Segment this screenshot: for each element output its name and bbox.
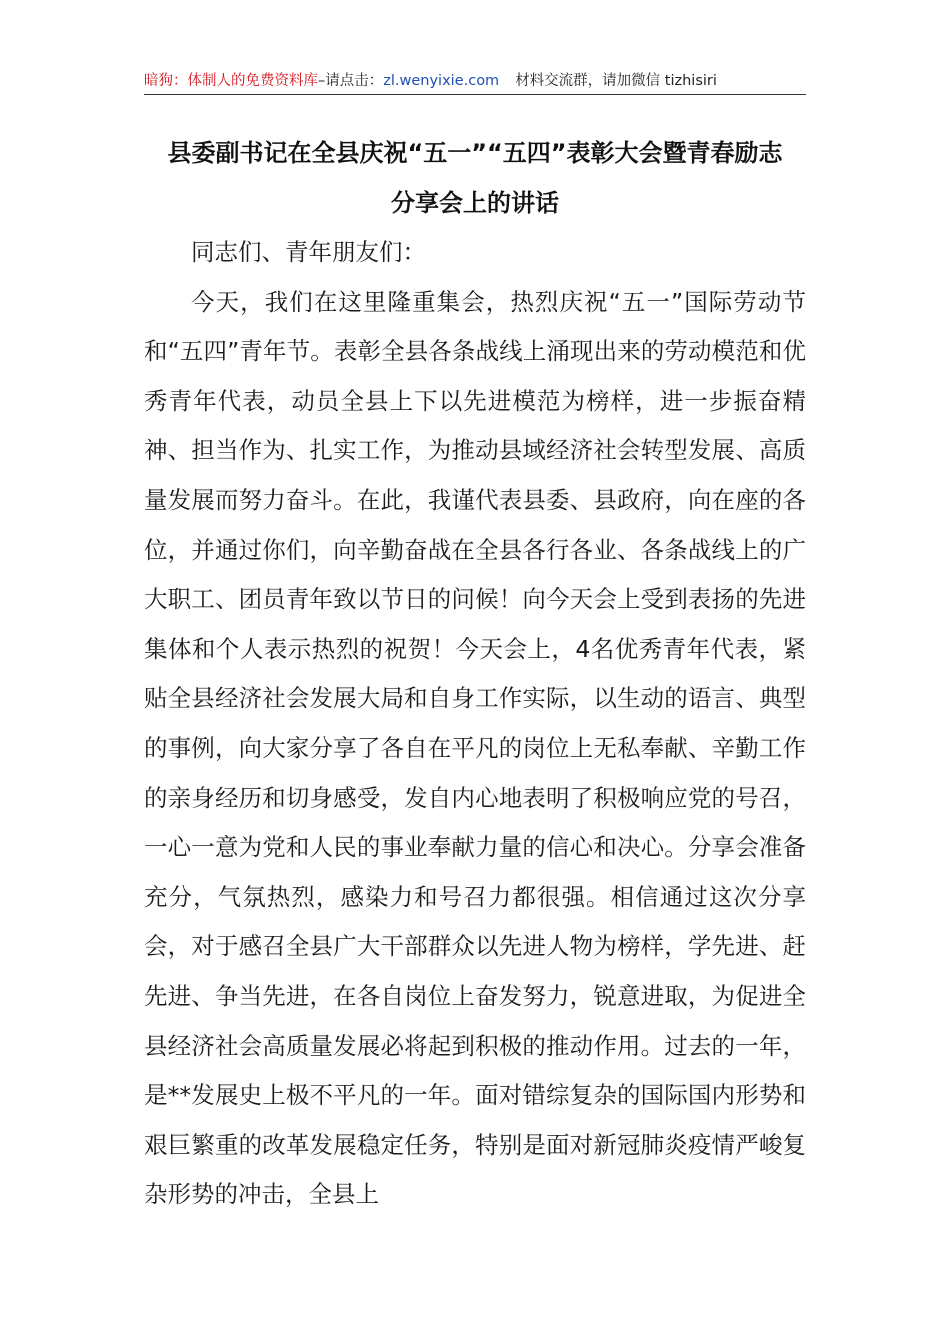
salutation: 同志们、青年朋友们： <box>191 238 426 266</box>
page-header <box>144 70 806 95</box>
wechat-group-note: 材料交流群，请加微信 tizhisiri <box>515 73 717 89</box>
document-body <box>144 228 806 1220</box>
site-url-link[interactable]: zl.wenyixie.com <box>383 73 500 89</box>
click-prompt: –请点击： <box>318 73 384 89</box>
title-line-1: 县委副书记在全县庆祝“五一”“五四”表彰大会暨青春励志 <box>167 139 783 167</box>
title-line-2: 分享会上的讲话 <box>391 189 559 217</box>
document-title <box>144 128 806 228</box>
paragraph-1: 今天，我们在这里隆重集会，热烈庆祝“五一”国际劳动节和“五四”青年节。表彰全县各条战线上涌现出来的劳动模范和优秀青年代表，动员全县上下以先进模范为榜样，进一步振奋精神、担当作为、扎实工作，为推动县域经济社会转型发展、高质量发展而努力奋斗。在此，我谨代表县委、县政府，向在座的各位，并通过你们，向辛勤奋战在全县各行各业、各条战线上的广大职工、团员青年致以节日的问候！向今天会上受到表扬的先进集体和个人表示热烈的祝贺！今天会上，4名优秀青年代表，紧贴全县经济社会发展大局和自身工作实际，以生动的语言、典型的事例，向大家分享了各自在平凡的岗位上无私奉献、辛勤工作的亲身经历和切身感受，发自内心地表明了积极响应党的号召，一心一意为党和人民的事业奉献力量的信心和决心。分享会准备充分，气氛热烈，感染力和号召力都很强。相信通过这次分享会，对于感召全县广大干部群众以先进人物为榜样，学先进、赶先进、争当先进，在各自岗位上奋发努力，锐意进取，为促进全县经济社会高质量发展必将起到积极的推动作用。过去的一年，是**发展史上极不平凡的一年。面对错综复杂的国际国内形势和艰巨繁重的改革发展稳定任务，特别是面对新冠肺炎疫情严峻复杂形势的冲击，全县上 <box>144 287 806 1209</box>
site-label: 暗狗：体制人的免费资料库 <box>144 73 318 89</box>
